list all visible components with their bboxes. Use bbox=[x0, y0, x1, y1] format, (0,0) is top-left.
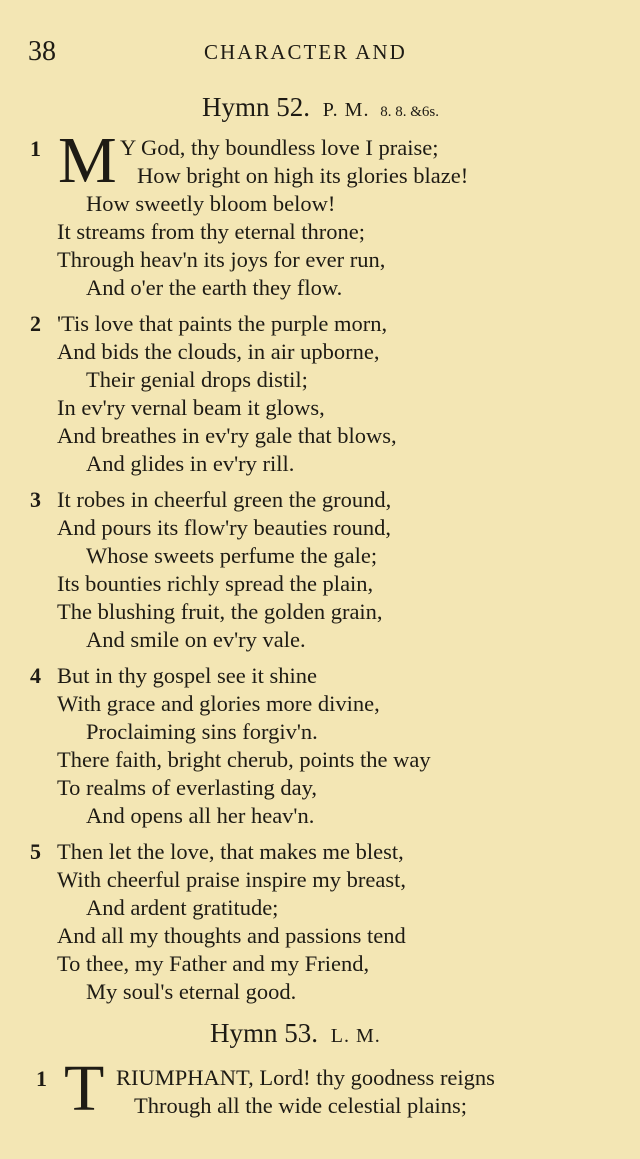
verse-line: But in thy gospel see it shine bbox=[57, 663, 317, 688]
hymn-52-meter: P. M. bbox=[322, 99, 370, 121]
verse-line: Whose sweets perfume the gale; bbox=[86, 543, 378, 568]
verse-line: It robes in cheerful green the ground, bbox=[57, 487, 392, 512]
verse-line: Through heav'n its joys for ever run, bbox=[57, 247, 386, 272]
stanza-number: 4 bbox=[30, 663, 41, 688]
verse-line: And o'er the earth they flow. bbox=[86, 275, 343, 300]
verse-line: Its bounties richly spread the plain, bbox=[57, 571, 374, 596]
verse-line: There faith, bright cherub, points the way bbox=[57, 747, 431, 772]
verse-line: And smile on ev'ry vale. bbox=[86, 627, 306, 652]
hymn-52-title bbox=[202, 92, 439, 123]
verse-line: How bright on high its glories blaze! bbox=[137, 163, 469, 188]
verse-line: With grace and glories more divine, bbox=[57, 691, 380, 716]
verse-line: And opens all her heav'n. bbox=[86, 803, 315, 828]
hymn-53-title-text: Hymn 53. bbox=[210, 1018, 318, 1048]
hymn-53-title bbox=[210, 1018, 381, 1049]
verse-line: RIUMPHANT, Lord! thy goodness reigns bbox=[116, 1065, 495, 1090]
stanza-number: 1 bbox=[30, 136, 41, 161]
verse-line: Then let the love, that makes me blest, bbox=[57, 839, 404, 864]
stanza-number: 1 bbox=[36, 1066, 47, 1091]
verse-line: In ev'ry vernal beam it glows, bbox=[57, 395, 325, 420]
verse-line: How sweetly bloom below! bbox=[86, 191, 336, 216]
verse-line: Their genial drops distil; bbox=[86, 367, 308, 392]
verse-line: And ardent gratitude; bbox=[86, 895, 279, 920]
drop-cap: T bbox=[64, 1052, 105, 1125]
verse-line: 'Tis love that paints the purple morn, bbox=[57, 311, 388, 336]
verse-line: It streams from thy eternal throne; bbox=[57, 219, 366, 244]
verse-line: And all my thoughts and passions tend bbox=[57, 923, 406, 948]
stanza-number: 5 bbox=[30, 839, 41, 864]
verse-line: And glides in ev'ry rill. bbox=[86, 451, 295, 476]
verse-line: My soul's eternal good. bbox=[86, 979, 297, 1004]
verse-line: Through all the wide celestial plains; bbox=[134, 1093, 468, 1118]
verse-line: And breathes in ev'ry gale that blows, bbox=[57, 423, 397, 448]
verse-line: To thee, my Father and my Friend, bbox=[57, 951, 370, 976]
verse-line: And pours its flow'ry beauties round, bbox=[57, 515, 392, 540]
verse-line: Proclaiming sins forgiv'n. bbox=[86, 719, 318, 744]
hymn-53-meter: L. M. bbox=[330, 1025, 381, 1047]
hymn-52-meter-detail: 8. 8. &6s. bbox=[380, 104, 439, 120]
verse-line: And bids the clouds, in air upborne, bbox=[57, 339, 380, 364]
verse-line: With cheerful praise inspire my breast, bbox=[57, 867, 406, 892]
drop-cap: M bbox=[58, 124, 117, 197]
page-number: 38 bbox=[28, 36, 56, 67]
verse-line: Y God, thy boundless love I praise; bbox=[120, 135, 439, 160]
stanza-number: 3 bbox=[30, 487, 41, 512]
verse-line: The blushing fruit, the golden grain, bbox=[57, 599, 383, 624]
running-title: CHARACTER AND bbox=[204, 40, 407, 64]
stanza-number: 2 bbox=[30, 311, 41, 336]
hymn-52-title-text: Hymn 52. bbox=[202, 92, 310, 122]
verse-line: To realms of everlasting day, bbox=[57, 775, 318, 800]
